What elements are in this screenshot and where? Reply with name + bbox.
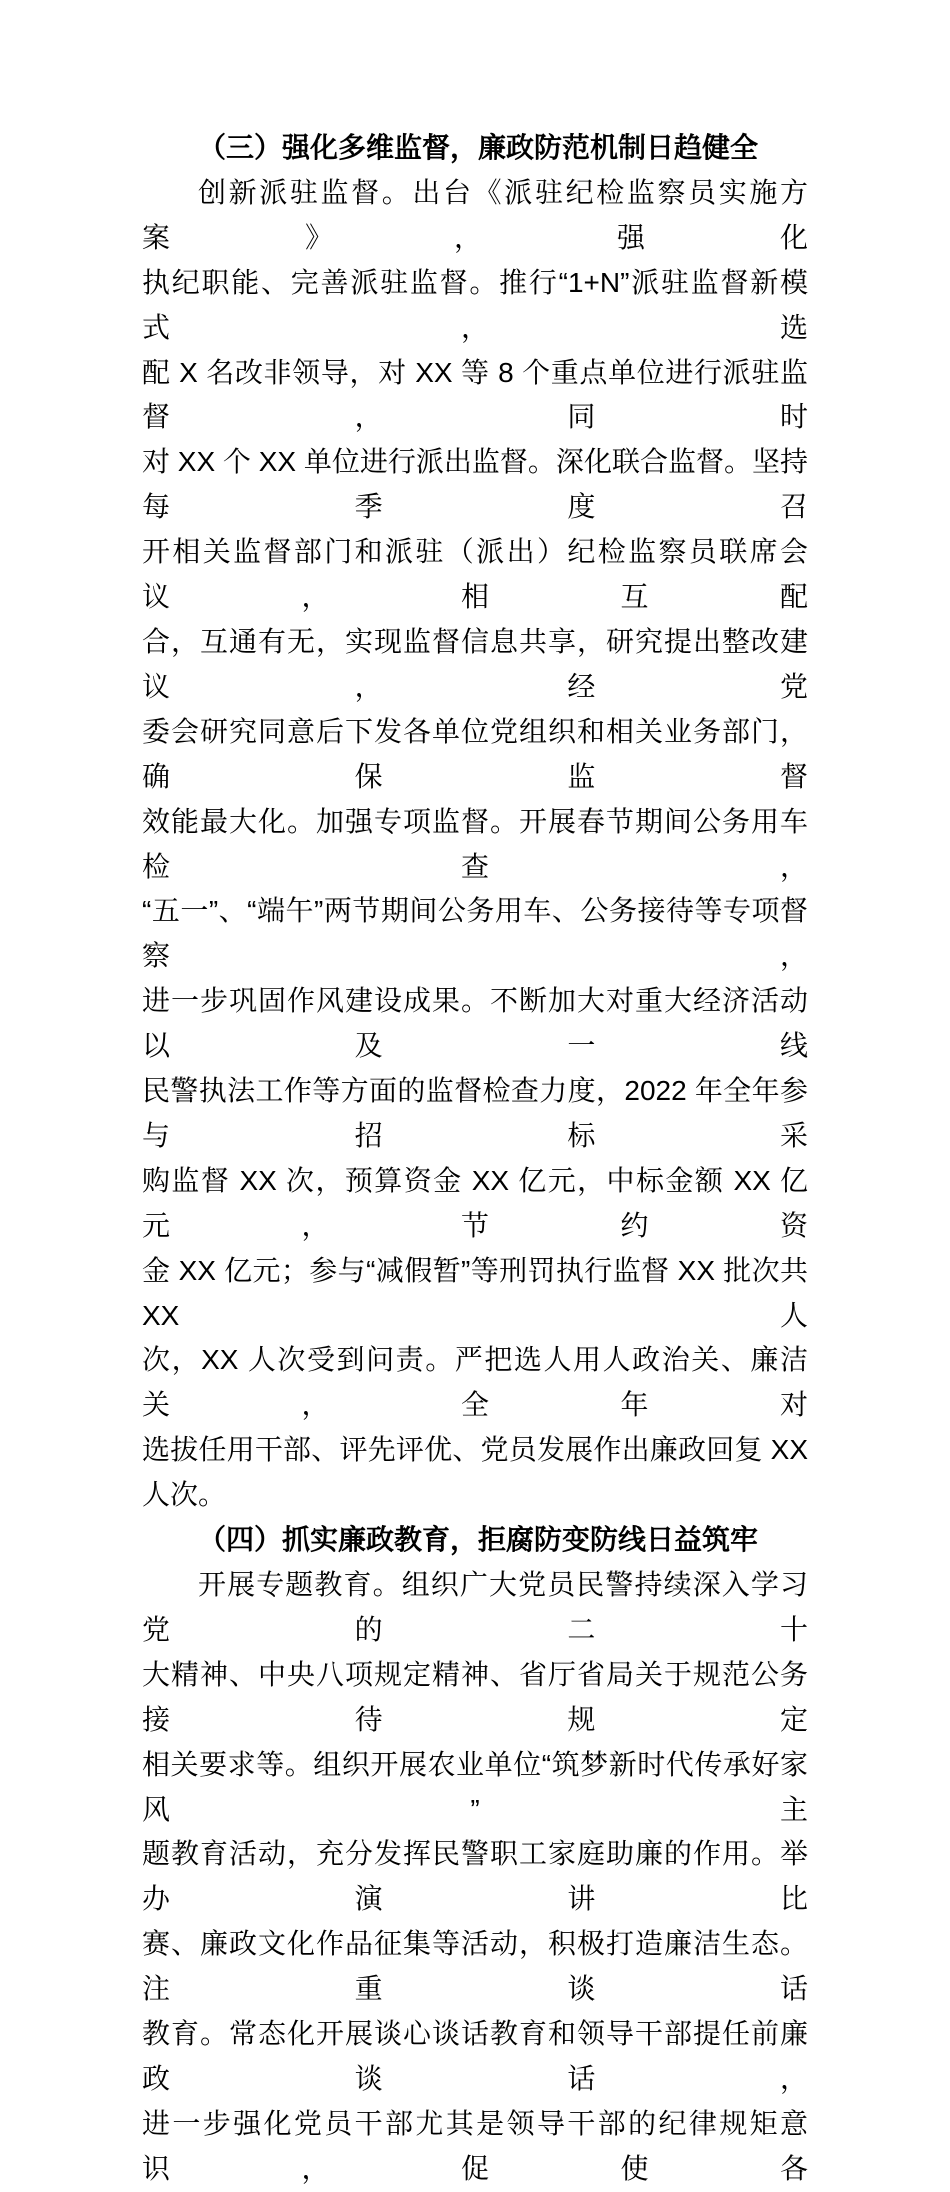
paragraph-line: 民警执法工作等方面的监督检查力度，2022 年全年参与招标采 (142, 1075, 808, 1151)
paragraph-line: 选拔任用干部、评先评优、党员发展作出廉政回复 XX 人次。 (142, 1434, 808, 1511)
paragraph-line: 进一步强化党员干部尤其是领导干部的纪律规矩意识，促使各 (142, 2107, 808, 2184)
paragraph-line: 执纪职能、完善派驻监督。推行“1+N”派驻监督新模式，选 (142, 266, 808, 343)
paragraph-line: 委会研究同意后下发各单位党组织和相关业务部门，确保监督 (142, 715, 808, 792)
paragraph-line: 次，XX 人次受到问责。严把选人用人政治关、廉洁关，全年对 (142, 1344, 808, 1421)
paragraph-line: 教育。常态化开展谈心谈话教育和领导干部提任前廉政谈话， (142, 2018, 808, 2094)
document-body (142, 126, 808, 2192)
paragraph-line: 进一步巩固作风建设成果。不断加大对重大经济活动以及一线 (142, 985, 808, 1062)
paragraph-line: 大精神、中央八项规定精神、省厅省局关于规范公务接待规定 (142, 1658, 808, 1735)
paragraph-line: 赛、廉政文化作品征集等活动，积极打造廉洁生态。注重谈话 (142, 1928, 808, 2005)
paragraph-line: 合，互通有无，实现监督信息共享，研究提出整改建议，经党 (142, 625, 808, 702)
paragraph-line: 相关要求等。组织开展农业单位“筑梦新时代传承好家风”主 (142, 1748, 808, 1825)
paragraph-line: 开展专题教育。组织广大党员民警持续深入学习党的二十 (142, 1569, 808, 1645)
section-heading: （三）强化多维监督，廉政防范机制日趋健全 (198, 132, 759, 163)
section-heading: （四）抓实廉政教育，拒腐防变防线日益筑牢 (198, 1524, 759, 1556)
paragraph-line: 开相关监督部门和派驻（派出）纪检监察员联席会议，相互配 (142, 536, 808, 613)
paragraph-line: 对 XX 个 XX 单位进行派出监督。深化联合监督。坚持每季度召 (142, 446, 808, 523)
paragraph-line: 金 XX 亿元；参与“减假暂”等刑罚执行监督 XX 批次共 XX 人 (142, 1254, 808, 1331)
paragraph-line: 题教育活动，充分发挥民警职工家庭助廉的作用。举办演讲比 (142, 1838, 808, 1915)
paragraph-line: 购监督 XX 次，预算资金 XX 亿元，中标金额 XX 亿元，节约资 (142, 1164, 808, 1241)
paragraph-line: “五一”、“端午”两节期间公务用车、公务接待等专项督察， (142, 895, 808, 972)
paragraph-line: 创新派驻监督。出台《派驻纪检监察员实施方案》，强化 (142, 176, 808, 253)
paragraph-line: 效能最大化。加强专项监督。开展春节期间公务用车检查， (142, 805, 808, 882)
paragraph-line: 配 X 名改非领导，对 XX 等 8 个重点单位进行派驻监督，同时 (142, 356, 808, 433)
